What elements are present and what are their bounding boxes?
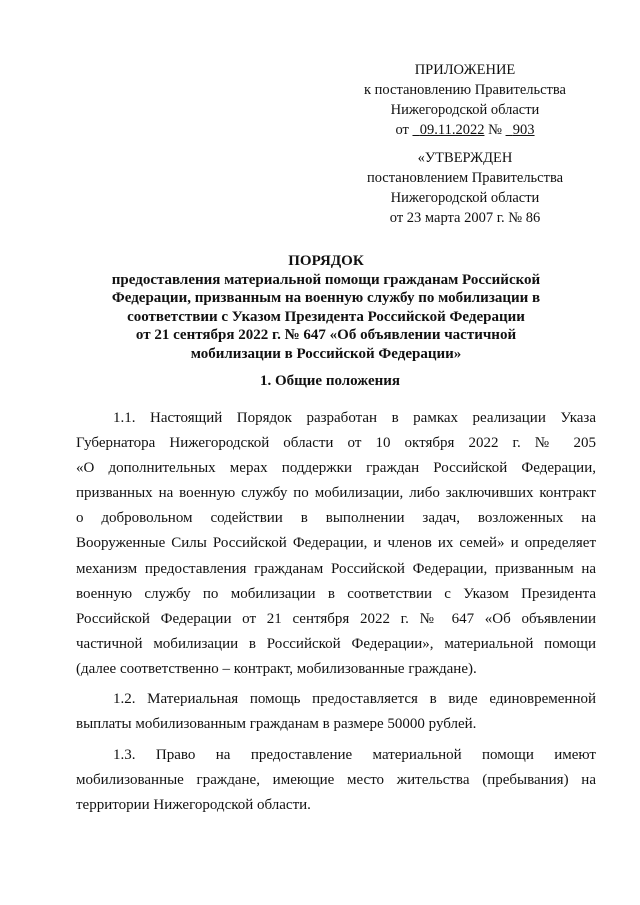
text-line: о добровольном содействии в выполнении задач, возложенных на [76,510,596,527]
title-heading: ПОРЯДОК [288,253,364,269]
text-line: военную службу по мобилизации в соответствии с Указом Президента [76,585,596,602]
title-line: от 21 сентября 2022 г. № 647 «Об объявлении частичной [135,327,517,343]
approved-line-3: Нижегородской области [390,190,540,206]
text-line: территории Нижегородской области. [76,797,311,814]
text-line: (далее соответственно – контракт, мобилизованные граждане). [76,660,477,677]
text-line: 1.3. Право на предоставление материальной помощи имеют [113,747,596,763]
title-line: мобилизации в Российской Федерации» [190,345,462,362]
appendix-line-2: к постановлению Правительства [364,82,566,98]
title-line: соответствии с Указом Президента Российской Федерации [127,308,525,325]
text-line: механизм предоставления гражданам Российской Федерации, призванным на [76,560,596,577]
appendix-title: ПРИЛОЖЕНИЕ [414,62,516,78]
approved-line-2: постановлением Правительства [366,170,564,186]
text-line: 1.1. Настоящий Порядок разработан в рамках реализации Указа [113,410,596,426]
text-line: «О дополнительных мерах поддержки граждан Российской Федерации, [76,460,596,477]
document-title [96,252,556,363]
text-line: мобилизованные граждане, имеющие место жительства (пребывания) на [76,772,596,789]
text-line: Российской Федерации от 21 сентября 2022 г. № 647 «Об объявлении [76,610,596,627]
paragraph-1-2 [76,687,596,737]
approved-line-4: от 23 марта 2007 г. № 86 [389,210,541,226]
section-heading: 1. Общие положения [259,373,401,389]
text-line: выплаты мобилизованным гражданам в размере 50000 рублей. [76,716,477,733]
appendix-block [330,60,600,140]
date-prefix: от [395,122,409,138]
paragraph-1-1 [76,406,596,682]
approved-title: «УТВЕРЖДЕН [417,150,513,166]
text-line: частичной мобилизации в Российской Федерации», материальной помощи [76,635,596,652]
title-line: Федерации, призванным на военную службу по мобилизации в [111,290,541,306]
title-line: предоставления материальной помощи гражданам Российской [111,271,541,288]
number-sign: № [488,122,502,138]
decree-number: 903 [512,122,535,138]
appendix-line-3: Нижегородской области [390,102,540,118]
text-line: 1.2. Материальная помощь предоставляется в виде единовременной [113,691,596,707]
text-line: Вооруженные Силы Российской Федерации, и членов их семей» и определяет [76,535,596,552]
approved-block [330,148,600,228]
decree-date: 09.11.2022 [419,122,485,138]
text-line: призванных на военную службу по мобилизации, либо заключивших контракт [76,485,596,502]
appendix-date-line [330,120,600,140]
text-line: Губернатора Нижегородской области от 10 октября 2022 г. № 205 [76,435,596,452]
paragraph-1-3 [76,743,596,818]
